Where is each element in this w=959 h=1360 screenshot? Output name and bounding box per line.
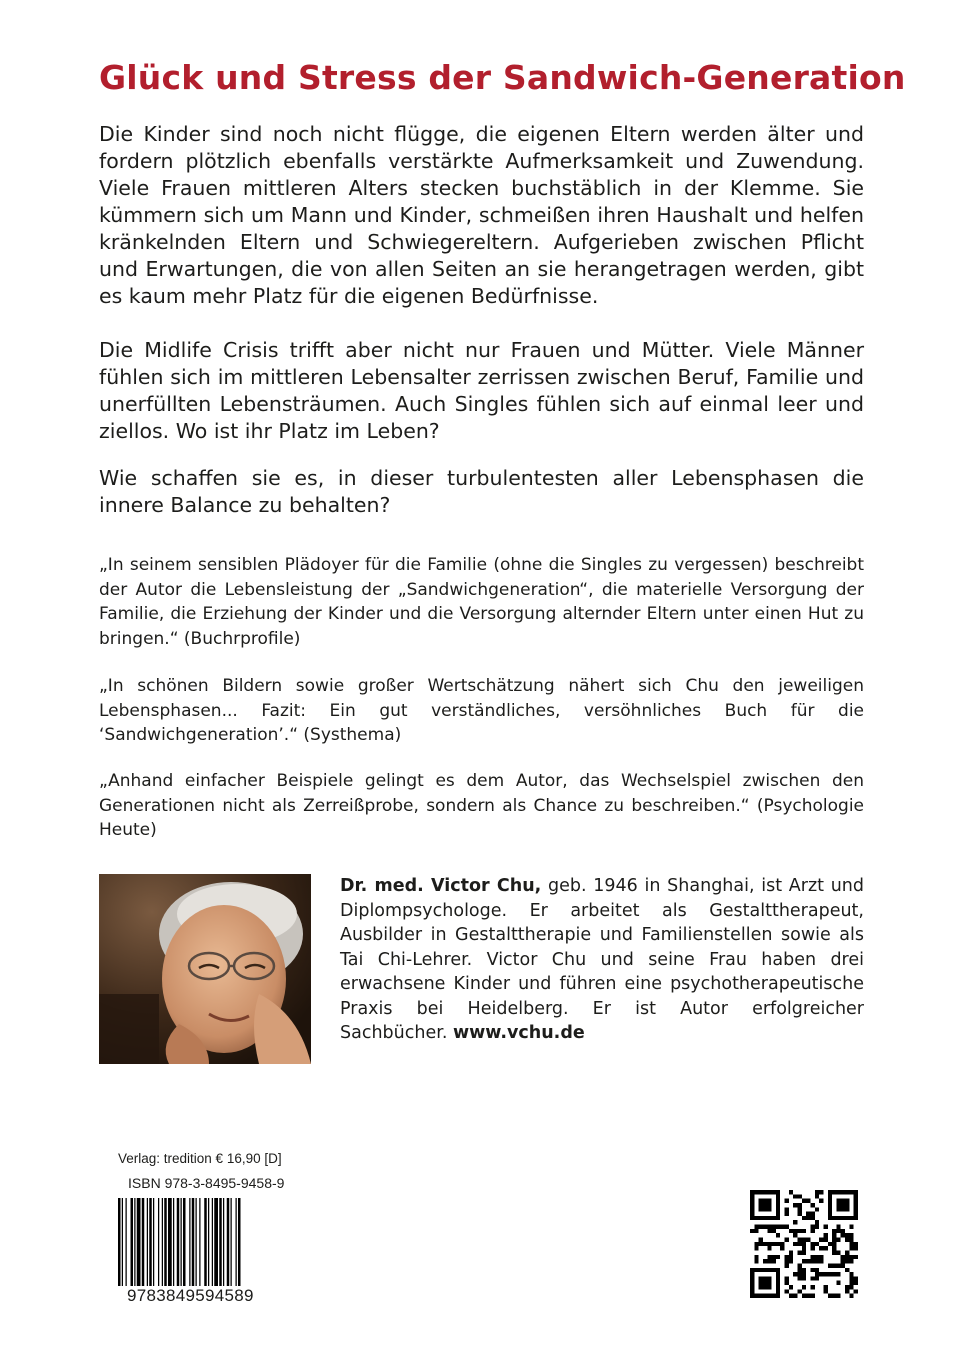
isbn: ISBN 978-3-8495-9458-9 bbox=[128, 1175, 285, 1191]
review-quote-2: „In schönen Bildern sowie großer Wertschätzung nähert sich Chu den jeweiligen Lebensphasen... Fazit: Ein gut verständliches, versöhnliches Buch für die ‘Sandwichgeneration’.“ (Systhema) bbox=[99, 676, 864, 745]
author-portrait-image bbox=[99, 874, 311, 1064]
review-quote-3: „Anhand einfacher Beispiele gelingt es dem Autor, das Wechselspiel zwischen den Generationen nicht als Zerreißprobe, sondern als Chance zu beschreiben.“ (Psychologie Heute) bbox=[99, 771, 864, 840]
barcode-number: 9783849594589 bbox=[127, 1286, 254, 1305]
author-website: www.vchu.de bbox=[452, 1023, 585, 1043]
book-title: Glück und Stress der Sandwich-Generation bbox=[99, 58, 906, 97]
review-quote-1: „In seinem sensiblen Plädoyer für die Familie (ohne die Singles zu vergessen) beschreibt der Autor die Lebensleistung der „Sandwichgeneration“, die materielle Versorgung der Familie, die Erziehung der Kinder und die Versorgung alternder Eltern unter einen Hut zu bringen.“ (Buchrprofile) bbox=[99, 555, 864, 649]
qr-code-image bbox=[750, 1190, 858, 1298]
blurb-paragraph-1: Die Kinder sind noch nicht flügge, die eigenen Eltern werden älter und fordern plötzlich ebenfalls verstärkte Aufmerksamkeit und Zuwendung. Viele Frauen mittleren Alters stecken buchstäblich in der Klemme. Sie kümmern sich um Mann und Kinder, schmeißen ihren Haushalt und helfen kränkelnden Eltern und Schwiegereltern. Aufgerieben zwischen Pflicht und Erwartungen, die von allen Seiten an sie herangetragen werden, gibt es kaum mehr Platz für die eigenen Bedürfnisse. bbox=[99, 122, 864, 308]
author-bio-text: geb. 1946 in Shanghai, ist Arzt und Diplompsychologe. Er arbeitet als Gestalttherapeut, Ausbilder in Gestalttherapie und Familienstellen sowie als Tai Chi-Lehrer. Victor Chu und seine Frau haben drei erwachsene Kinder und führen eine psychotherapeutische Praxis bei Heidelberg. Er ist Autor erfolgreicher Sachbücher. bbox=[340, 876, 864, 1043]
blurb-paragraph-3: Wie schaffen sie es, in dieser turbulentesten aller Lebensphasen die innere Balance zu behalten? bbox=[99, 466, 864, 517]
publisher-price: Verlag: tredition € 16,90 [D] bbox=[118, 1151, 282, 1166]
author-name: Dr. med. Victor Chu, bbox=[340, 876, 542, 896]
blurb-paragraph-2: Die Midlife Crisis trifft aber nicht nur Frauen und Mütter. Viele Männer fühlen sich im mittleren Lebensalter zerrissen zwischen Beruf, Familie und unerfüllten Lebensträumen. Auch Singles fühlen sich auf einmal leer und ziellos. Wo ist ihr Platz im Leben? bbox=[99, 338, 864, 443]
author-bio bbox=[340, 874, 864, 1046]
author-photo bbox=[99, 874, 311, 1064]
barcode-image bbox=[118, 1198, 280, 1286]
